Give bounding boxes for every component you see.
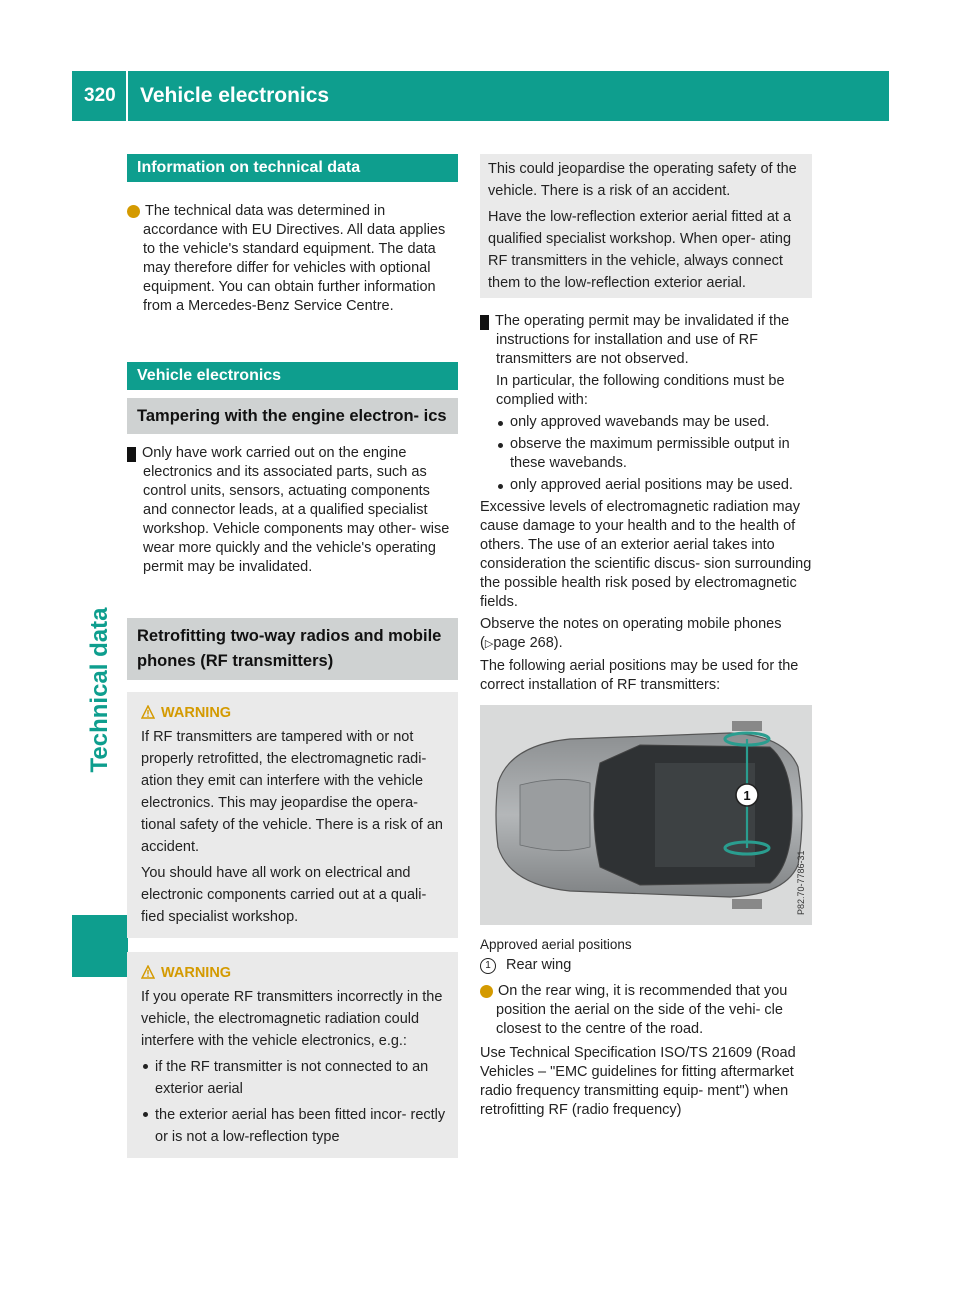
- warning2-text: If you operate RF transmitters incorrectly in the vehicle, the electromagnetic radiation could interfere with the vehicle electronics, e.g.:: [141, 989, 443, 1049]
- warning-triangle-icon: [141, 705, 155, 719]
- info-note: i The technical data was determined in accordance with EU Directives. All data applies to the vehicle's standard equipment. The data may therefore differ for vehicles with optional equipment. You can obtain further information from a Mercedes-Benz Service Centre.: [123, 203, 446, 314]
- warning-heading: WARNING: [141, 702, 450, 724]
- continued-warning-box: [480, 154, 812, 298]
- header-separator: [126, 71, 128, 121]
- image-callout-number: 1: [743, 788, 751, 803]
- excessive-text: Excessive levels of electromagnetic radiation may cause damage to your health and to the health of others. The use of an exterior aerial takes into consideration the scientific discus- sion surrounding the possible health risk posed by electromagnetic fields.: [480, 499, 812, 610]
- side-tab-label: Technical data: [86, 607, 113, 773]
- warning1-text: If RF transmitters are tampered with or not properly retrofitted, the electromagnetic radi- ation they emit can interfere with the vehicle electronics. This may jeopardise the opera- tional safety of the vehicle. There is a risk of an accident.: [141, 729, 443, 855]
- warning2-bullet: the exterior aerial has been fitted incor- rectly or is not a low-reflection type: [141, 1104, 450, 1148]
- warning-box-2: [127, 952, 458, 1158]
- warning1-text-2: You should have all work on electrical and electronic components carried out at a quali- fied specialist workshop.: [141, 865, 427, 925]
- exclamation-icon: !: [127, 447, 136, 462]
- exclamation-icon: !: [480, 315, 489, 330]
- image-code: P82.70-7786-31: [796, 850, 806, 915]
- page-header: [72, 71, 889, 121]
- car-top-view-illustration: [480, 705, 812, 925]
- warning-triangle-icon: [141, 965, 155, 979]
- side-tab-block: [72, 915, 128, 977]
- permit-sub: In particular, the following conditions must be complied with:: [496, 373, 785, 408]
- rear-wing-note: i On the rear wing, it is recommended that you position the aerial on the side of the vehi- cle closest to the centre of the road.: [476, 983, 788, 1037]
- following-text: The following aerial positions may be used for the correct installation of RF transmitters:: [480, 658, 799, 693]
- image-caption: Approved aerial positions: [480, 937, 632, 952]
- box-text-2: Have the low-reflection exterior aerial fitted at a qualified specialist workshop. When oper- ating RF transmitters in the vehicle, always connect them to the low-reflection exterior aerial.: [488, 209, 792, 291]
- car-aerial-diagram: [480, 705, 812, 925]
- section-title-information: Information on technical data: [127, 154, 458, 182]
- warning-box-1: [127, 692, 458, 938]
- left-column: [121, 154, 458, 1158]
- info-icon: i: [480, 985, 493, 998]
- tampering-note: ! Only have work carried out on the engine electronics and its associated parts, such as control units, sensors, actuating components and connector leads, at a qualified specialist workshop. Vehicle components may other- wise wear more quickly and the vehicle's operating permit may be invalidated.: [121, 445, 450, 575]
- legend-number-icon: 1: [480, 958, 496, 974]
- box-text-1: This could jeopardise the operating safety of the vehicle. There is a risk of an accident.: [488, 161, 797, 199]
- observe-text: Observe the notes on operating mobile phones (▷page 268).: [480, 616, 782, 651]
- permit-note: ! The operating permit may be invalidated if the instructions for installation and use of RF transmitters are not observed.: [474, 313, 790, 367]
- subsection-title-tampering: Tampering with the engine electron- ics: [127, 398, 458, 434]
- condition-item: only approved aerial positions may be used.: [496, 476, 812, 495]
- legend-item: 1 Rear wing: [480, 956, 812, 975]
- info-icon: i: [127, 205, 140, 218]
- section-title-vehicle-electronics: Vehicle electronics: [127, 362, 458, 390]
- warning2-bullet: if the RF transmitter is not connected to an exterior aerial: [141, 1056, 450, 1100]
- warning-heading: WARNING: [141, 962, 450, 984]
- condition-item: only approved wavebands may be used.: [496, 413, 812, 432]
- subsection-title-retrofitting: Retrofitting two-way radios and mobile phones (RF transmitters): [127, 618, 458, 680]
- page-number: 320: [84, 85, 116, 106]
- page-title: Vehicle electronics: [140, 84, 330, 107]
- right-column: [474, 154, 812, 1120]
- spec-text: Use Technical Specification ISO/TS 21609 (Road Vehicles – "EMC guidelines for fitting aftermarket radio frequency transmitting equip- ment") when retrofitting RF (radio frequency): [480, 1045, 796, 1118]
- page-link-arrow-icon: ▷: [484, 638, 494, 650]
- condition-item: observe the maximum permissible output in these wavebands.: [496, 435, 812, 473]
- page-reference-link[interactable]: page 268).: [493, 635, 563, 651]
